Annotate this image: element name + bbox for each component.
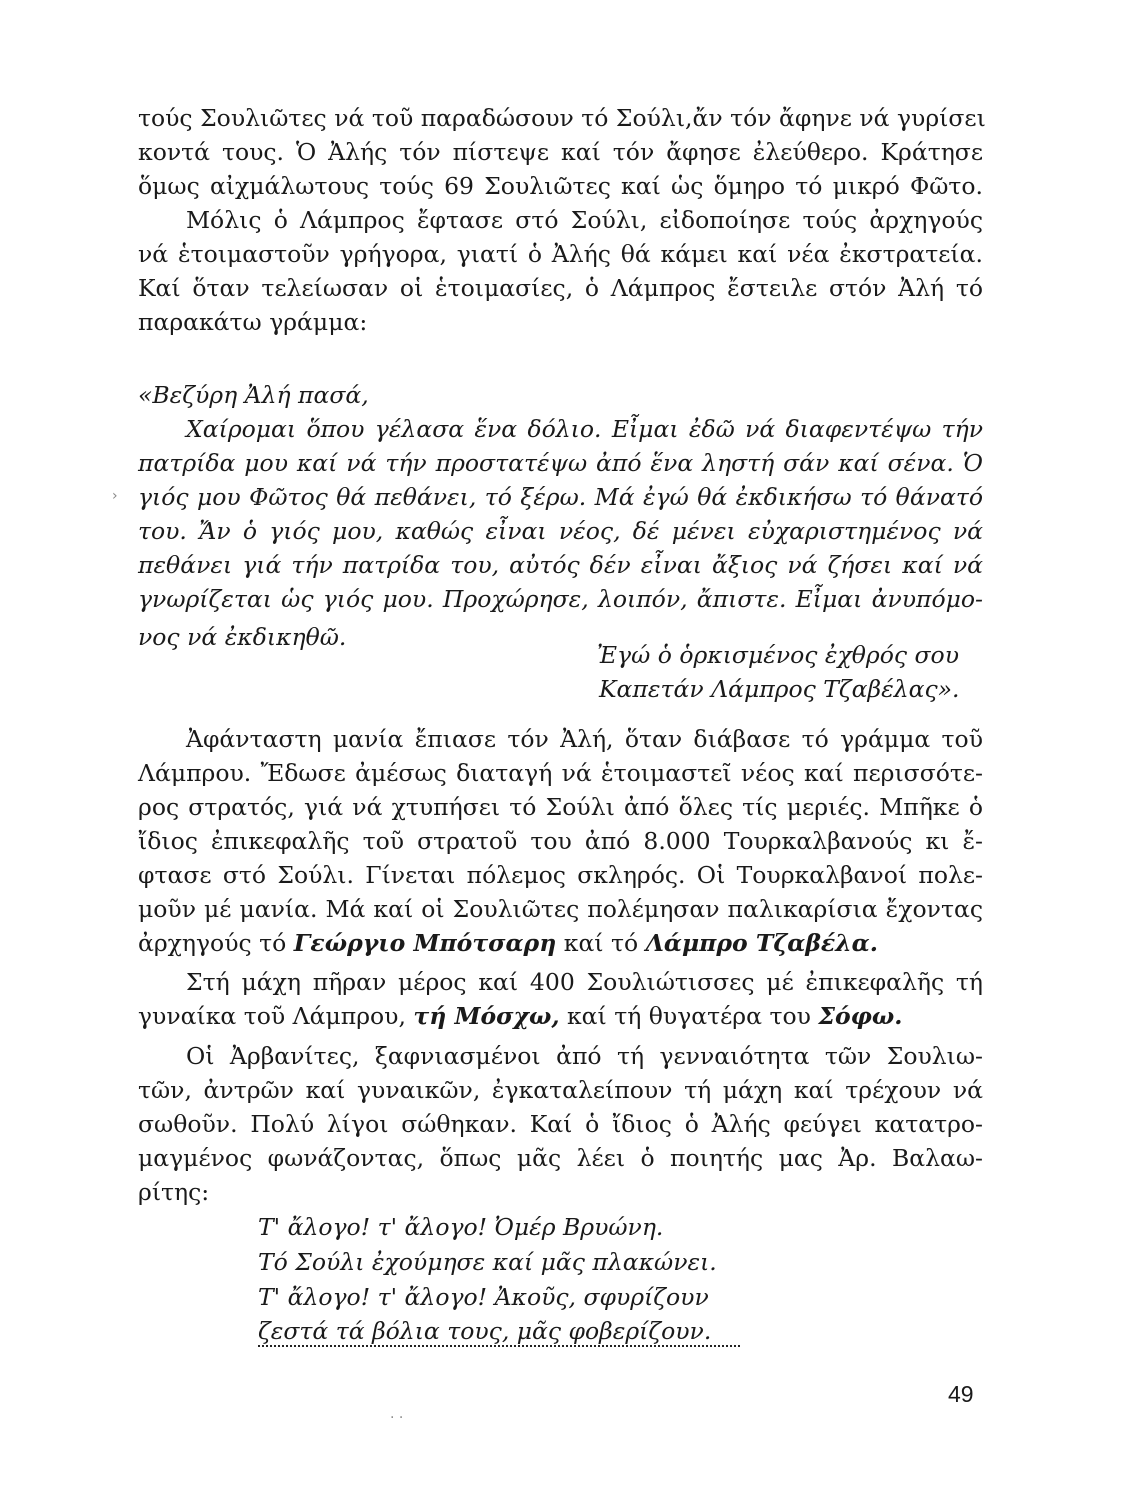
poem-line: Τ' ἄλογο! τ' ἄλογο! Ὀμέρ Βρυώνη. — [258, 1213, 664, 1241]
text-line: ρος στρατός, γιά νά χτυπήσει τό Σούλι ἀπό ὅλες τίς μεριές. Μπῆκε ὁ — [138, 793, 983, 821]
letter-line: πατρίδα μου καί νά τήν προστατέψω ἀπό ἕνα ληστή σάν καί σένα. Ὁ — [138, 449, 983, 477]
text-line: μοῦν μέ μανία. Μά καί οἱ Σουλιῶτες πολέμησαν παλικαρίσια ἔχοντας — [138, 895, 983, 923]
dotted-separator — [258, 1345, 740, 1347]
woman-name: Σόφω. — [818, 1002, 903, 1030]
letter-line: γνωρίζεται ὡς γιός μου. Προχώρησε, λοιπόν, ἄπιστε. Εἶμαι ἀνυπόμο- — [138, 585, 983, 613]
text-line: ὅμως αἰχμάλωτους τούς 69 Σουλιῶτες καί ὡς ὅμηρο τό μικρό Φῶτο. — [138, 172, 983, 200]
text-line: σωθοῦν. Πολύ λίγοι σώθηκαν. Καί ὁ ἴδιος ὁ Ἀλής φεύγει κατατρο- — [138, 1110, 983, 1138]
poem-line: ζεστά τά βόλια τους, μᾶς φοβερίζουν. — [258, 1317, 712, 1345]
poem-line: Τ' ἄλογο! τ' ἄλογο! Ἀκοῦς, σφυρίζουν — [258, 1283, 709, 1311]
letter-line: Χαίρομαι ὅπου γέλασα ἕνα δόλιο. Εἶμαι ἐδῶ νά διαφεντέψω τήν — [186, 415, 983, 443]
text-line: Μόλις ὁ Λάμπρος ἔφτασε στό Σούλι, εἰδοποίησε τούς ἀρχηγούς — [186, 206, 983, 234]
text-line — [138, 926, 983, 960]
poem-line: Τό Σούλι ἐχούμησε καί μᾶς πλακώνει. — [258, 1248, 717, 1276]
letter-line: νος νά ἐκδικηθῶ. — [138, 623, 347, 651]
text-span: ἀρχηγούς τό — [138, 929, 294, 957]
text-span: γυναίκα τοῦ Λάμπρου, — [138, 1002, 414, 1030]
leader-name: Λάμπρο Τζαβέλα. — [645, 929, 878, 957]
letter-line: του. Ἄν ὁ γιός μου, καθώς εἶναι νέος, δέ μένει εὐχαριστημένος νά — [138, 517, 983, 545]
woman-name: τή Μόσχω, — [413, 1002, 560, 1030]
text-line: Καί ὅταν τελείωσαν οἱ ἑτοιμασίες, ὁ Λάμπρος ἔστειλε στόν Ἀλή τό — [138, 274, 983, 302]
text-line: νά ἑτοιμαστοῦν γρήγορα, γιατί ὁ Ἀλής θά κάμει καί νέα ἐκστρατεία. — [138, 240, 983, 268]
text-line: Οἱ Ἀρβανίτες, ξαφνιασμένοι ἀπό τή γενναιότητα τῶν Σουλιω- — [186, 1042, 983, 1070]
text-line: ἴδιος ἐπικεφαλῆς τοῦ στρατοῦ του ἀπό 8.000 Τουρκαλβανούς κι ἔ- — [138, 827, 983, 855]
text-line: Ἀφάνταστη μανία ἔπιασε τόν Ἀλή, ὅταν διάβασε τό γράμμα τοῦ — [186, 725, 983, 753]
letter-line: πεθάνει γιά τήν πατρίδα του, αὐτός δέν εἶναι ἄξιος νά ζήσει καί νά — [138, 551, 983, 579]
text-span: καί τό — [556, 929, 646, 957]
letter-line: γιός μου Φῶτος θά πεθάνει, τό ξέρω. Μά ἐγώ θά ἐκδικήσω τό θάνατό — [138, 483, 983, 511]
text-line: τῶν, ἀντρῶν καί γυναικῶν, ἐγκαταλείπουν τή μάχη καί τρέχουν νά — [138, 1076, 983, 1104]
text-line: Λάμπρου. Ἔδωσε ἀμέσως διαταγή νά ἑτοιμαστεῖ νέος καί περισσότε- — [138, 759, 983, 787]
leader-name: Γεώργιο Μπότσαρη — [293, 929, 557, 957]
text-line: παρακάτω γράμμα: — [138, 308, 368, 336]
letter-salutation: «Βεζύρη Ἀλή πασά, — [138, 381, 369, 409]
text-line: μαγμένος φωνάζοντας, ὅπως μᾶς λέει ὁ ποιητής μας Ἀρ. Βαλαω- — [138, 1144, 983, 1172]
print-speck-icon: · · — [390, 1410, 404, 1426]
text-line: κοντά τους. Ὁ Ἀλής τόν πίστεψε καί τόν ἄφησε ἐλεύθερο. Κράτησε — [138, 138, 983, 166]
margin-mark-icon: › — [112, 488, 118, 504]
text-line: φτασε στό Σούλι. Γίνεται πόλεμος σκληρός. Οἱ Τουρκαλβανοί πολε- — [138, 861, 983, 889]
text-span: καί τή θυγατέρα του — [559, 1002, 819, 1030]
text-line: ρίτης: — [138, 1178, 210, 1206]
text-line: Στή μάχη πῆραν μέρος καί 400 Σουλιώτισσες μέ ἐπικεφαλῆς τή — [186, 968, 983, 996]
text-line — [138, 999, 983, 1033]
text-line: τούς Σουλιῶτες νά τοῦ παραδώσουν τό Σούλι,ἄν τόν ἄφηνε νά γυρίσει — [138, 104, 986, 132]
letter-signature: Καπετάν Λάμπρος Τζαβέλας». — [599, 675, 960, 703]
page-number: 49 — [948, 1381, 974, 1407]
letter-signature: Ἐγώ ὁ ὁρκισμένος ἐχθρός σου — [597, 641, 959, 669]
